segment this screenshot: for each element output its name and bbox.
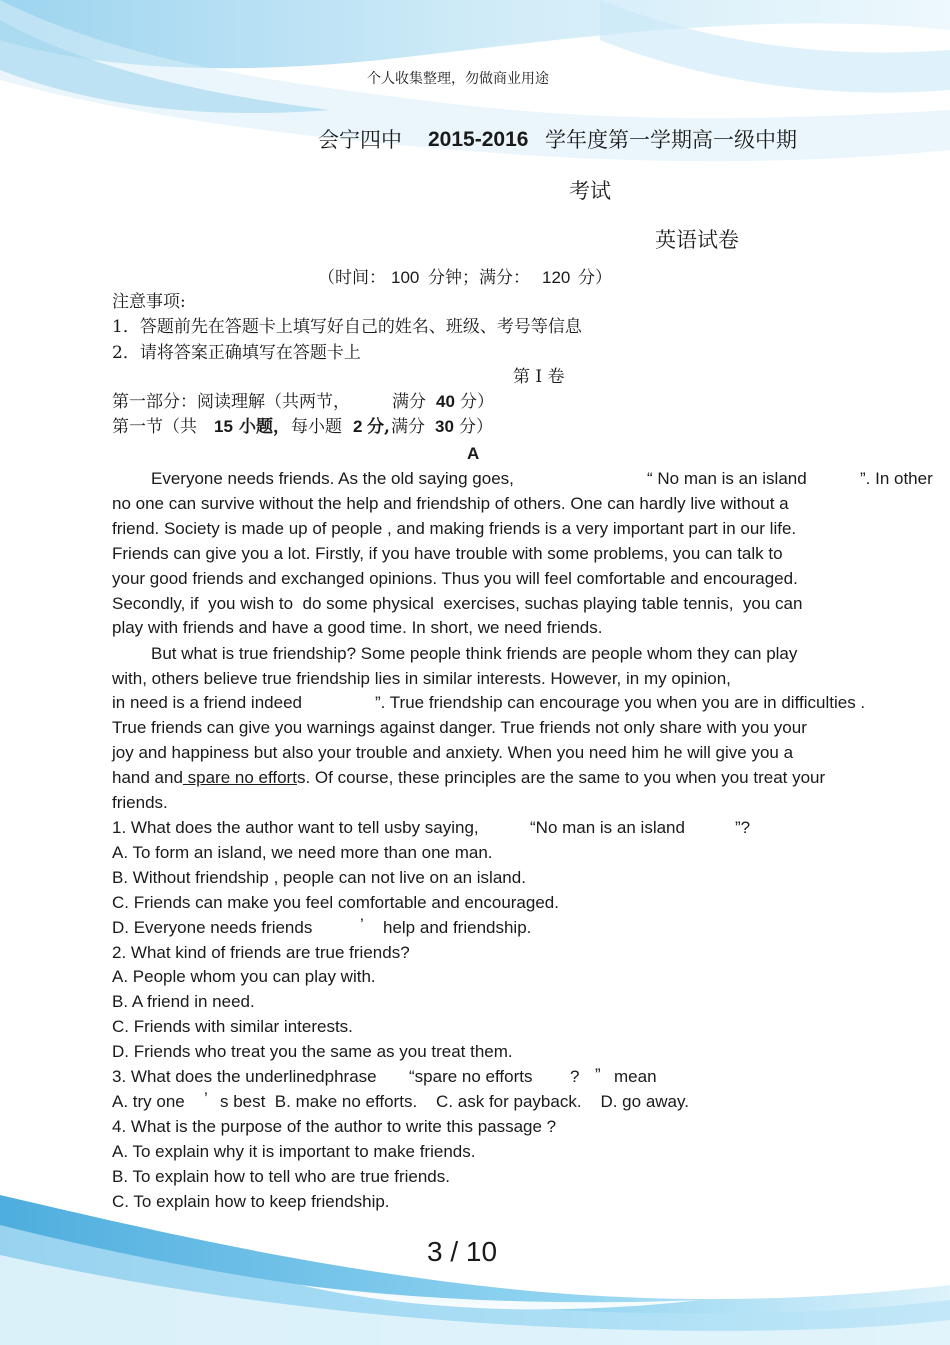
q1-stem-a: 1. What does the author want to tell usby saying,	[112, 818, 479, 837]
notes-item-2: 2．请将答案正确填写在答题卡上	[112, 343, 361, 363]
q1-option-d-a: D. Everyone needs friends	[112, 918, 313, 937]
q3-stem-b: “spare no efforts	[409, 1067, 533, 1086]
q3-options-c: s best B. make no efforts. C. ask for payback. D. go away.	[220, 1092, 689, 1111]
para2-line6c: s. Of course, these principles are the same to you when you treat your	[296, 768, 826, 787]
q2-option-b: B. A friend in need.	[112, 992, 255, 1011]
notes-item-1: 1．答题前先在答题卡上填写好自己的姓名、班级、考号等信息	[112, 317, 582, 337]
q2-stem: 2. What kind of friends are true friends?	[112, 943, 410, 962]
para1-line1b: “ No man is an island	[647, 469, 807, 488]
q1-stem-b: “No man is an island	[530, 818, 685, 837]
q1-option-a: A. To form an island, we need more than one man.	[112, 843, 493, 862]
section1-i: 分）	[459, 417, 493, 437]
page-number: 3 / 10	[427, 1236, 498, 1267]
notes-heading: 注意事项:	[112, 292, 186, 312]
q2-option-c: C. Friends with similar interests.	[112, 1017, 353, 1036]
para1-line6: Secondly, if you wish to do some physical exercises, suchas playing table tennis, you can	[112, 594, 803, 613]
section1-c: 小题，	[239, 417, 290, 437]
section1-d: 每小题	[291, 417, 342, 437]
section1-f: 分,	[367, 417, 390, 437]
part1-a: 第一部分：阅读理解（共两节，	[112, 392, 350, 412]
para1-line5: your good friends and exchanged opinions. Thus you will feel comfortable and encouraged.	[112, 569, 798, 588]
q4-option-a: A. To explain why it is important to make friends.	[112, 1142, 476, 1161]
para2-line5: joy and happiness but also your trouble and anxiety. When you need him he will give you a	[112, 743, 794, 762]
para2-line6a: hand and	[112, 768, 183, 787]
para1-line3: friend. Society is made up of people , and making friends is a very important part in our life.	[112, 519, 797, 538]
passage-letter: A	[467, 444, 480, 463]
section1-g: 满分	[391, 417, 425, 437]
q3-stem-a: 3. What does the underlinedphrase	[112, 1067, 377, 1086]
q1-option-b: B. Without friendship , people can not live on an island.	[112, 868, 526, 887]
q1-option-c: C. Friends can make you feel comfortable and encouraged.	[112, 893, 559, 912]
q3-stem-d: ”	[595, 1065, 601, 1084]
time-minutes: 100	[391, 268, 420, 287]
volume-label: 第 I 卷	[513, 367, 565, 387]
para2-line7: friends.	[112, 793, 168, 812]
q1-option-d-c: help and friendship.	[383, 918, 532, 937]
q3-stem-c: ?	[570, 1067, 580, 1086]
para1-line2: no one can survive without the help and friendship of others. One can hardly live without a	[112, 494, 789, 513]
part1-b: 满分	[392, 392, 426, 412]
title-subject: 英语试卷	[655, 228, 739, 252]
q2-option-a: A. People whom you can play with.	[112, 967, 376, 986]
para2-line3b: ”. True friendship can encourage you when you are in difficulties .	[375, 693, 866, 712]
part1-d: 分）	[460, 392, 494, 412]
q1-option-d-b: ’	[360, 915, 364, 934]
q4-stem: 4. What is the purpose of the author to write this passage ?	[112, 1117, 557, 1136]
q3-stem-e: mean	[614, 1067, 657, 1086]
time-min-unit: 分钟；满分：	[428, 268, 530, 288]
para1-line4: Friends can give you a lot. Firstly, if you have trouble with some problems, you can talk to	[112, 544, 783, 563]
title-term: 学年度第一学期高一级中期	[545, 128, 797, 152]
q4-option-c: C. To explain how to keep friendship.	[112, 1192, 390, 1211]
q3-options-a: A. try one	[112, 1092, 185, 1111]
time-open: （时间：	[318, 268, 386, 288]
para1-line1c: ”. In other	[860, 469, 933, 488]
para2-line1: But what is true friendship? Some people think friends are people whom they can play	[151, 644, 798, 663]
section1-a: 第一节（共	[112, 417, 197, 437]
time-close: 分）	[578, 268, 612, 288]
title-school: 会宁四中	[318, 128, 402, 152]
para2-line4: True friends can give you warnings against danger. True friends not only share with you your	[112, 718, 807, 737]
para1-line1a: Everyone needs friends. As the old saying goes,	[151, 469, 514, 488]
time-score: 120	[542, 268, 571, 287]
para2-line2: with, others believe true friendship lies in similar interests. However, in my opinion,	[112, 669, 731, 688]
underlined-phrase: spare no effort	[182, 768, 297, 787]
q1-stem-c: ”?	[735, 818, 751, 837]
title-year: 2015-2016	[428, 128, 529, 151]
section1-e: 2	[353, 417, 363, 436]
para1-line7: play with friends and have a good time. In short, we need friends.	[112, 618, 603, 637]
q4-option-b: B. To explain how to tell who are true friends.	[112, 1167, 450, 1186]
title-exam: 考试	[569, 179, 611, 203]
section1-b: 15	[214, 417, 233, 436]
header-note: 个人收集整理，勿做商业用途	[367, 71, 549, 87]
part1-c: 40	[436, 392, 455, 411]
para2-line3a: in need is a friend indeed	[112, 693, 302, 712]
section1-h: 30	[435, 417, 454, 436]
q2-option-d: D. Friends who treat you the same as you treat them.	[112, 1042, 513, 1061]
para2-line6	[112, 767, 825, 789]
q3-options-b: ’	[204, 1089, 208, 1108]
